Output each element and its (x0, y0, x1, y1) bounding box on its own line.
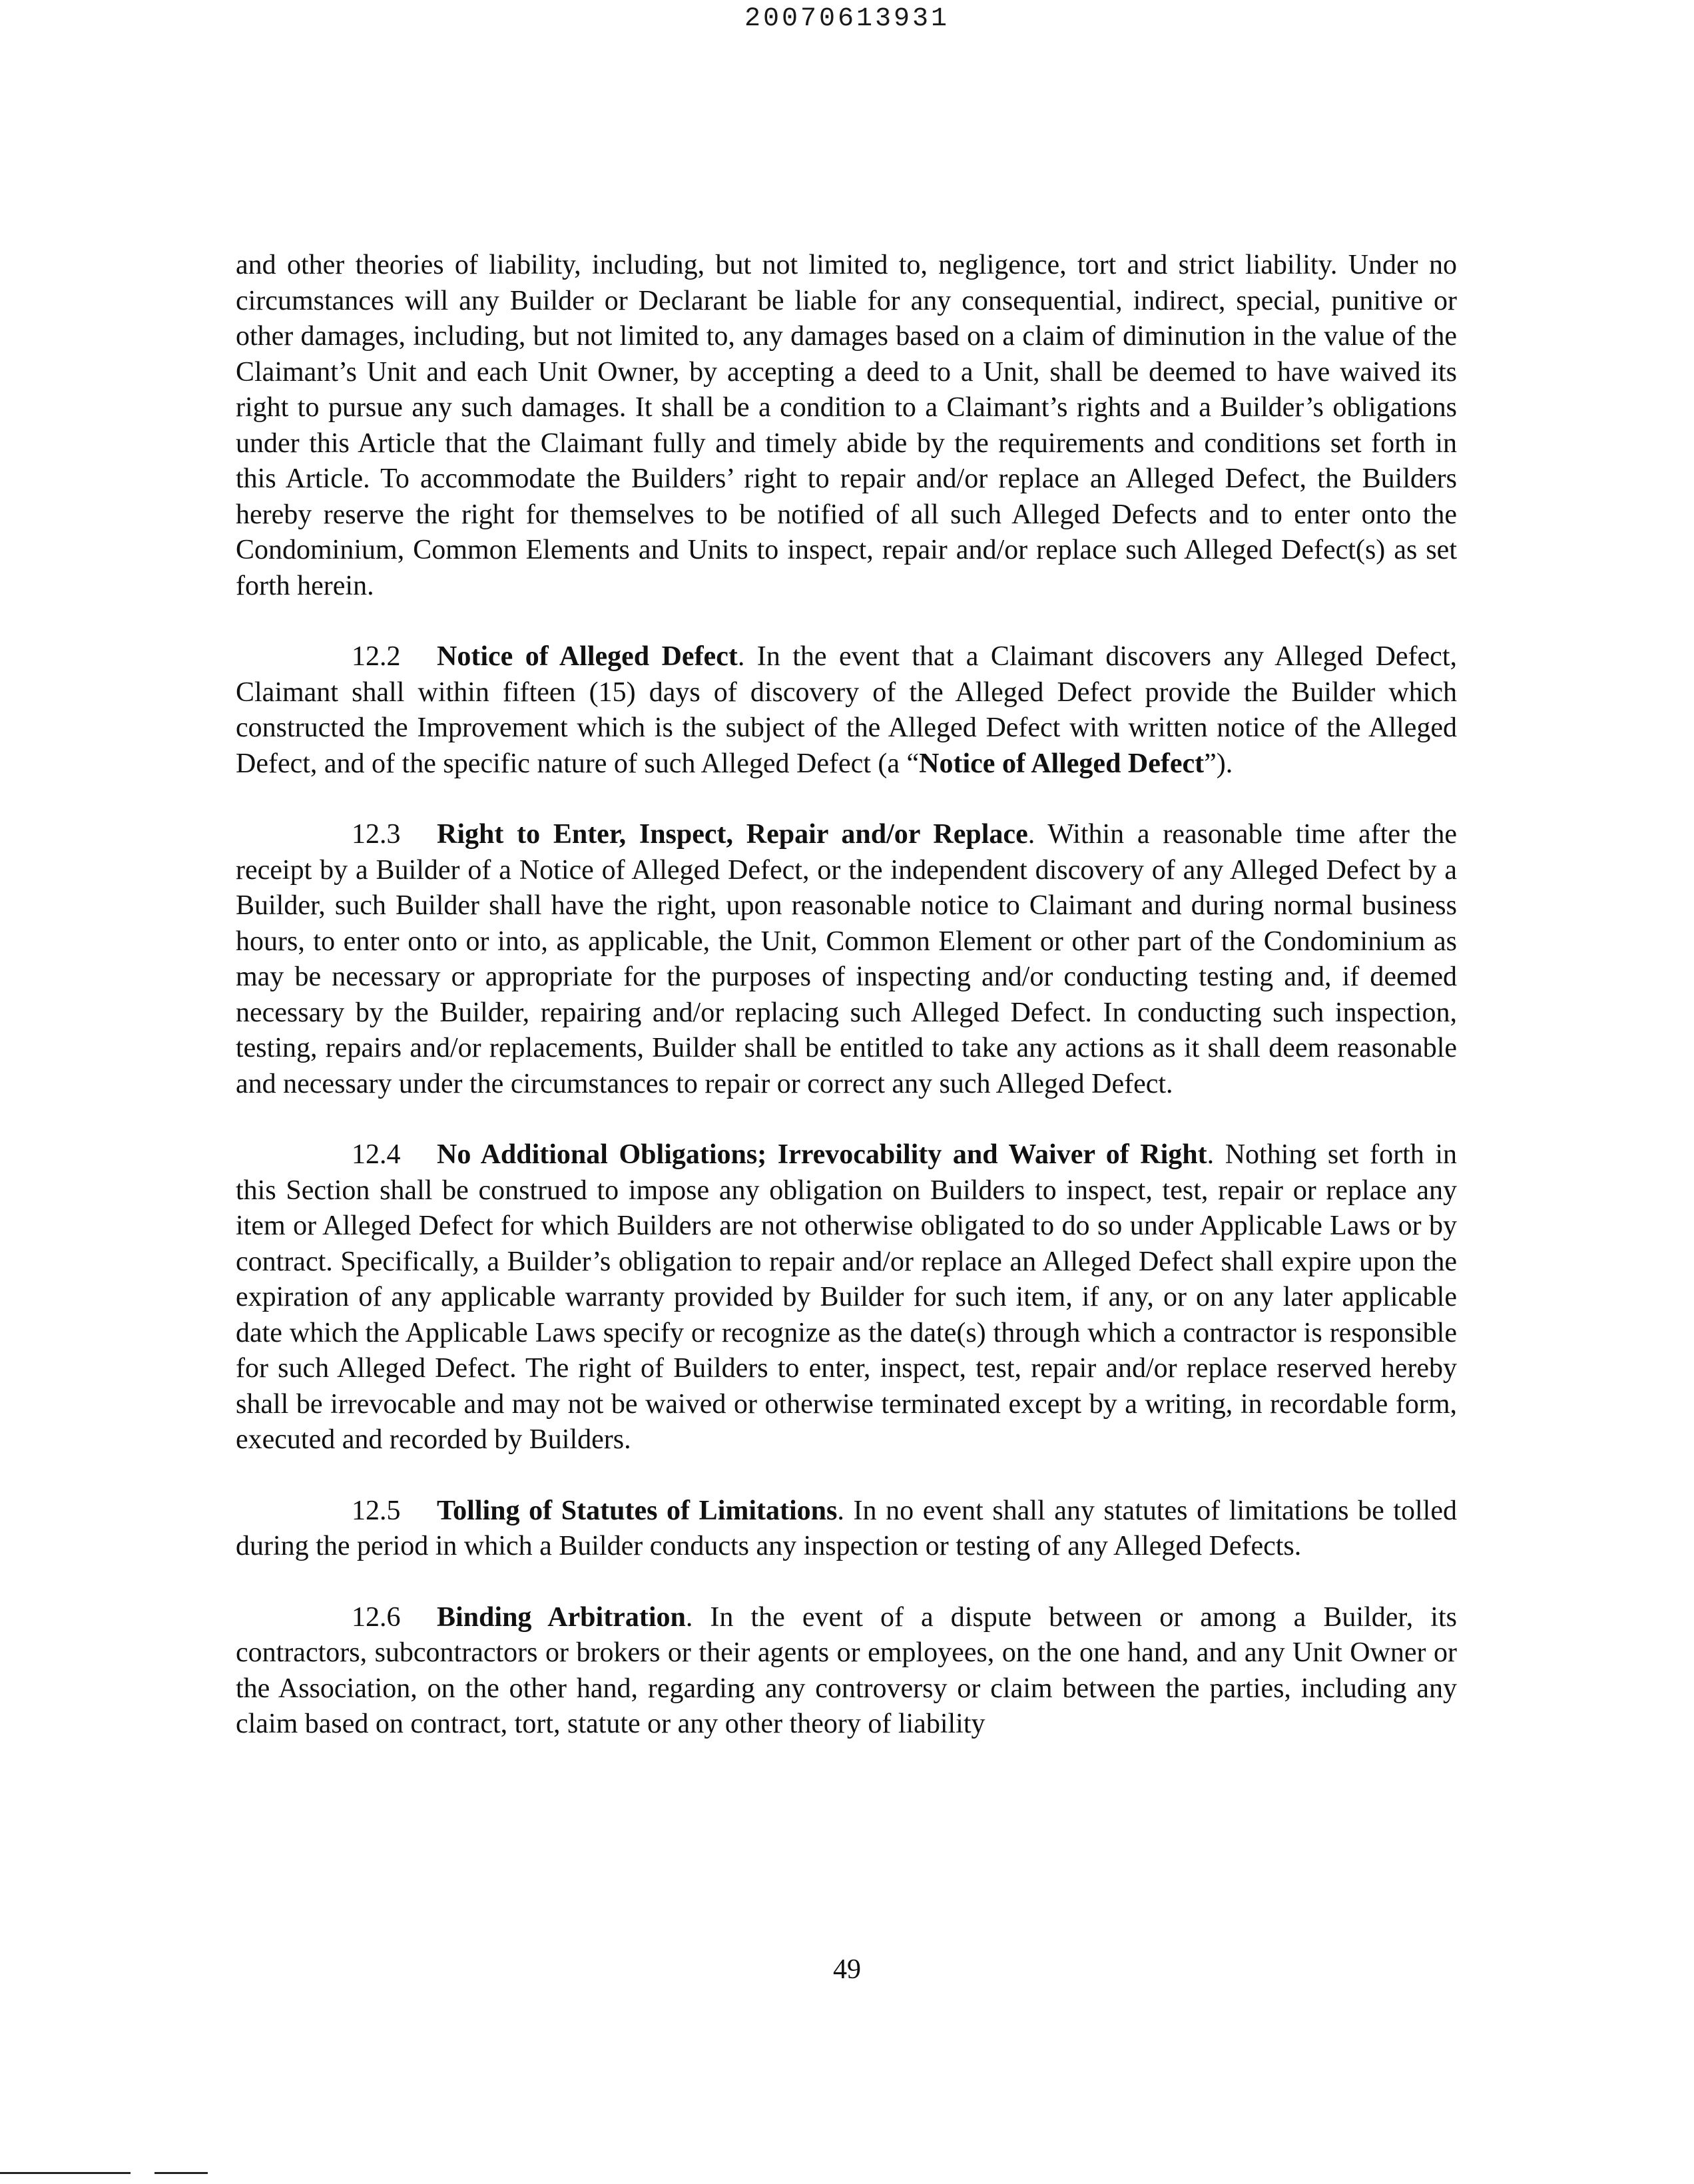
section-heading: Notice of Alleged Defect (437, 641, 738, 672)
section-12-5 (236, 1494, 1457, 1565)
page-body (236, 248, 1457, 1778)
document-id: 20070613931 (744, 4, 950, 34)
section-heading: Binding Arbitration (437, 1601, 686, 1633)
section-number: 12.6 (352, 1601, 401, 1633)
section-text: . In the event that a Claimant discovers any Alleged Defect, Claimant shall within fifteen (15) days of discovery of the Alleged Defect provide the Builder which constructed the Improvement which is the subject of the Alleged Defect with written notice of the Alleged Defect, and of the specific nature of such Alleged Defect (a “ (236, 641, 1457, 779)
section-text: . Within a reasonable time after the receipt by a Builder of a Notice of Alleged Defect, or the independent discovery of any Alleged Defect by a Builder, such Builder shall have the right, upon reasonable notice to Claimant and during normal business hours, to enter onto or into, as applicable, the Unit, Common Element or other part of the Condominium as may be necessary or appropriate for the purposes of inspecting and/or conducting testing and, if deemed necessary by the Builder, repairing and/or replacing such Alleged Defect. In conducting such inspection, testing, repairs and/or replacements, Builder shall be entitled to take any actions as it shall deem reasonable and necessary under the circumstances to repair or correct any such Alleged Defect. (236, 819, 1457, 1099)
paragraph-text: and other theories of liability, including, but not limited to, negligence, tort and strict liability. Under no circumstances will any Builder or Declarant be liable for any consequential, indirect, special, punitive or other damages, including, but not limited to, any damages based on a claim of diminution in the value of the Claimant’s Unit and each Unit Owner, by accepting a deed to a Unit, shall be deemed to have waived its right to pursue any such damages. It shall be a condition to a Claimant’s rights and a Builder’s obligations under this Article that the Claimant fully and timely abide by the requirements and conditions set forth in this Article. To accommodate the Builders’ right to repair and/or replace an Alleged Defect, the Builders hereby reserve the right for themselves to be notified of all such Alleged Defects and to enter onto the Condominium, Common Elements and Units to inspect, repair and/or replace such Alleged Defect(s) as set forth herein. (236, 250, 1457, 601)
section-heading: Right to Enter, Inspect, Repair and/or Replace (437, 819, 1028, 850)
section-12-4 (236, 1137, 1457, 1458)
section-number: 12.2 (352, 641, 401, 672)
section-text: . In no event shall any statutes of limitations be tolled during the period in which a Builder conducts any inspection or testing of any Alleged Defects. (236, 1495, 1457, 1561)
scan-edge-rule (154, 2172, 208, 2174)
section-number: 12.3 (352, 819, 401, 850)
section-text: . Nothing set forth in this Section shall be construed to impose any obligation on Builders to inspect, test, repair or replace any item or Alleged Defect for which Builders are not otherwise obligated to do so under Applicable Laws or by contract. Specifically, a Builder’s obligation to repair and/or replace an Alleged Defect shall expire upon the expiration of any applicable warranty provided by Builder for such item, if any, or on any later applicable date which the Applicable Laws specify or recognize as the date(s) through which a contractor is responsible for such Alleged Defect. The right of Builders to enter, inspect, test, repair and/or replace reserved hereby shall be irrevocable and may not be waived or otherwise terminated except by a writing, in recordable form, executed and recorded by Builders. (236, 1139, 1457, 1455)
section-heading: Tolling of Statutes of Limitations (437, 1495, 838, 1526)
scan-edge-rule (0, 2172, 131, 2174)
section-heading: No Additional Obligations; Irrevocability and Waiver of Right (437, 1139, 1207, 1170)
section-number: 12.5 (352, 1495, 401, 1526)
page-number: 49 (833, 1954, 861, 1985)
section-12-6 (236, 1600, 1457, 1743)
paragraph-continuation (236, 248, 1457, 604)
section-number: 12.4 (352, 1139, 401, 1170)
section-12-3 (236, 817, 1457, 1102)
section-text-end: ”). (1204, 748, 1233, 779)
section-12-2 (236, 639, 1457, 782)
section-text: . In the event of a dispute between or among a Builder, its contractors, subcontractors or brokers or their agents or employees, on the one hand, and any Unit Owner or the Association, on the other hand, regarding any controversy or claim between the parties, including any claim based on contract, tort, statute or any other theory of liability (236, 1601, 1457, 1739)
defined-term: Notice of Alleged Defect (919, 748, 1205, 779)
